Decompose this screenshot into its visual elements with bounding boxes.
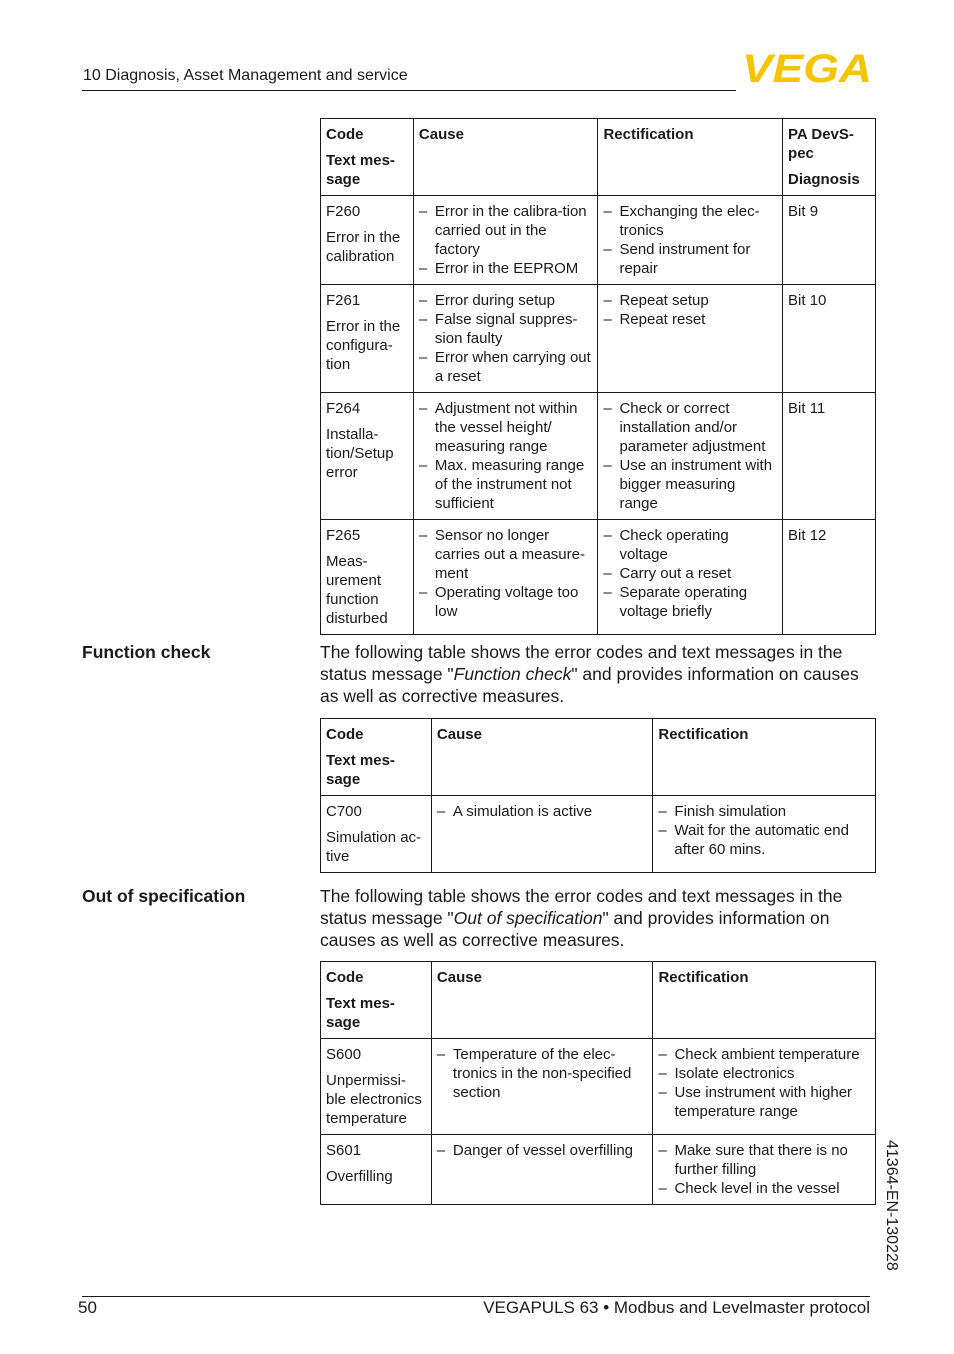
col-rectification-header: Rectification [653,962,876,1039]
cause-cell: – Error in the calibra-tion carried out in the factory – Error in the EEPROM [413,196,598,285]
vega-logo [742,50,872,84]
out-of-spec-intro: The following table shows the error codes and text messages in the status message "Out of specification" and provides information on causes as well as corrective measures. [320,886,843,950]
code-cell: F261 Error in the configura-tion [321,285,414,393]
code-cell: C700 Simulation ac-tive [321,796,432,873]
footer-title: VEGAPULS 63 • Modbus and Levelmaster protocol [483,1298,870,1317]
footer-divider [82,1296,870,1297]
rectification-cell: – Finish simulation – Wait for the automatic end after 60 mins. [653,796,876,873]
bit-cell: Bit 11 [783,393,876,520]
col-rectification-header: Rectification [598,119,783,196]
table-row [321,1135,876,1205]
rectification-cell: – Check or correct installation and/or parameter adjustment – Use an instrument with bigger measuring range [598,393,783,520]
table-row [321,196,876,285]
error-table-function-check [320,718,876,873]
table-row [321,393,876,520]
rectification-cell: – Exchanging the elec-tronics – Send instrument for repair [598,196,783,285]
col-code-header: Code Text mes- sage [321,962,432,1039]
col-rectification-header: Rectification [653,719,876,796]
col-code-header: Code Text mes- sage [321,119,414,196]
out-of-spec-heading: Out of specification [82,886,246,906]
cause-cell: – Adjustment not within the vessel height/ measuring range – Max. measuring range of the instrument not sufficient [413,393,598,520]
col-cause-header: Cause [431,962,653,1039]
bit-cell: Bit 9 [783,196,876,285]
table-header-row [321,962,876,1039]
function-check-heading: Function check [82,642,211,662]
cause-cell: – Temperature of the elec-tronics in the non-specified section [431,1039,653,1135]
document-id: 41364-EN-130228 [883,1140,900,1271]
cause-cell: – A simulation is active [431,796,653,873]
table-row [321,285,876,393]
table-header-row [321,119,876,196]
cause-cell: – Error during setup – False signal suppres-sion faulty – Error when carrying out a reset [413,285,598,393]
function-check-intro: The following table shows the error codes and text messages in the status message "Function check" and provides information on causes as well as corrective measures. [320,642,859,706]
rectification-cell: – Check operating voltage – Carry out a reset – Separate operating voltage briefly [598,520,783,635]
code-cell: S601 Overfilling [321,1135,432,1205]
code-cell: F265 Meas-urement function disturbed [321,520,414,635]
table-header-row [321,719,876,796]
table-row [321,796,876,873]
col-pa-devspec-header: PA DevS- pec Diagnosis [783,119,876,196]
col-cause-header: Cause [431,719,653,796]
error-table-failure [320,118,876,635]
svg-text:VEGA: VEGA [742,50,872,84]
header-divider [82,90,736,91]
rectification-cell: – Make sure that there is no further filling – Check level in the vessel [653,1135,876,1205]
col-code-header: Code Text mes- sage [321,719,432,796]
code-cell: F264 Installa-tion/Setup error [321,393,414,520]
cause-cell: – Danger of vessel overfilling [431,1135,653,1205]
code-cell: S600 Unpermissi-ble electronics temperature [321,1039,432,1135]
running-header: 10 Diagnosis, Asset Management and service [83,67,408,84]
bit-cell: Bit 10 [783,285,876,393]
rectification-cell: – Check ambient temperature – Isolate electronics – Use instrument with higher temperature range [653,1039,876,1135]
code-cell: F260 Error in the calibration [321,196,414,285]
page-number: 50 [78,1298,97,1317]
rectification-cell: – Repeat setup – Repeat reset [598,285,783,393]
table-row [321,1039,876,1135]
error-table-out-of-spec [320,961,876,1205]
bit-cell: Bit 12 [783,520,876,635]
table-row [321,520,876,635]
col-cause-header: Cause [413,119,598,196]
cause-cell: – Sensor no longer carries out a measure-ment – Operating voltage too low [413,520,598,635]
